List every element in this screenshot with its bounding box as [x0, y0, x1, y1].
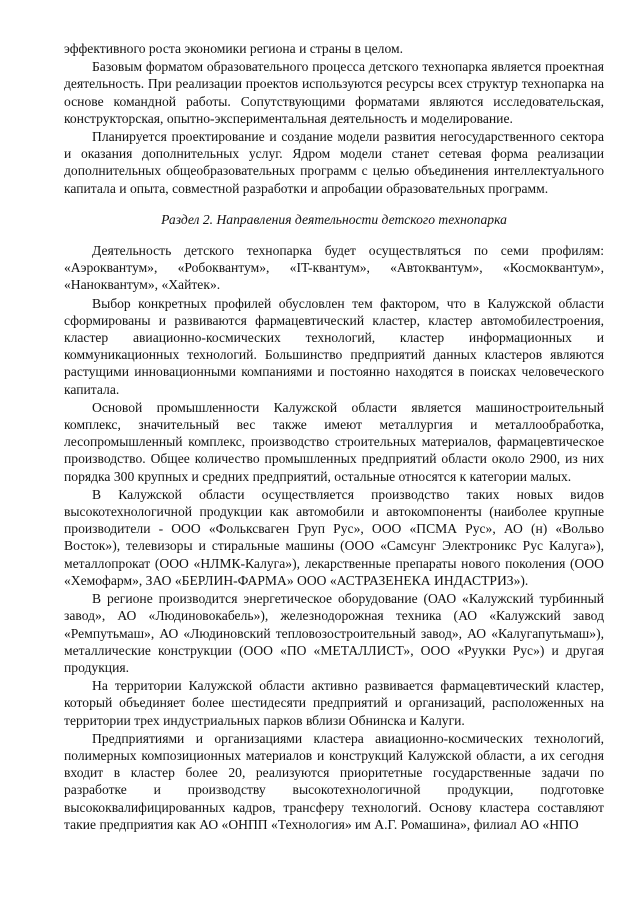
- paragraph: Основой промышленности Калужской области является машиностроительный комплекс, значительный вес также имеют металлургия и металлообработка, лесопромышленный комплекс, производство строительных материалов, фармацевтическое производство. Общее количество промышленных предприятий области около 2900, из них порядка 300 крупных и средних предприятий, остальные относятся к категории малых.: [64, 399, 604, 484]
- document-body: [64, 40, 604, 833]
- paragraph: эффективного роста экономики региона и страны в целом.: [64, 41, 403, 56]
- paragraph: Деятельность детского технопарка будет осуществляться по семи профилям: «Аэроквантум», «Робоквантум», «IT-квантум», «Автоквантум», «Космоквантум», «Наноквантум», «Хайтек».: [64, 243, 604, 293]
- paragraph: Выбор конкретных профилей обусловлен тем фактором, что в Калужской области сформированы и развиваются фармацевтический кластер, кластер автомобилестроения, кластер авиационно-космических технологий, кластер информационных и коммуникационных технологий. Большинство предприятий данных кластеров являются растущими инновационными компаниями и постоянно находятся в поисках человеческого капитала.: [64, 295, 604, 397]
- section-heading: Раздел 2. Направления деятельности детского технопарка: [161, 211, 507, 227]
- paragraph: Базовым форматом образовательного процесса детского технопарка является проектная деятельность. При реализации проектов используются ресурсы всех структур технопарка на основе командной работы. Сопутствующими форматами являются исследовательская, конструкторская, опытно-экспериментальная деятельность и моделирование.: [64, 59, 604, 126]
- paragraph: На территории Калужской области активно развивается фармацевтический кластер, который объединяет более шестидесяти предприятий и организаций, расположенных на территории трех индустриальных парков вблизи Обнинска и Калуги.: [64, 678, 604, 728]
- paragraph: Планируется проектирование и создание модели развития негосударственного сектора и оказания дополнительных услуг. Ядром модели станет сетевая форма реализации дополнительных общеобразовательных программ с целью объединения интеллектуального капитала и опыта, совместной разработки и апробации образовательных программ.: [64, 129, 604, 196]
- paragraph: В Калужской области осуществляется производство таких новых видов высокотехнологичной продукции как автомобили и автокомпоненты (наиболее крупные производители - ООО «Фольксваген Груп Рус», ООО «ПСМА Рус», АО (н) «Вольво Восток»), телевизоры и стиральные машины (ООО «Самсунг Электроникс Рус Калуга»), металлопрокат (ООО «НЛМК-Калуга»), лекарственные препараты нового поколения (ООО «Хемофарм», ЗАО «БЕРЛИН-ФАРМА» ООО «АСТРАЗЕНЕКА ИНДАСТРИЗ»).: [64, 486, 604, 588]
- paragraph: Предприятиями и организациями кластера авиационно-космических технологий, полимерных композиционных материалов и конструкций Калужской области, а их сегодня входит в кластер более 20, реализуются приоритетные государственные задачи по разработке и производству высокотехнологичной продукции, подготовке высококвалифицированных кадров, трансферу технологий. Основу кластера составляют такие предприятия как АО «ОНПП «Технология» им А.Г. Ромашина», филиал АО «НПО: [64, 730, 604, 832]
- paragraph: В регионе производится энергетическое оборудование (ОАО «Калужский турбинный завод», АО «Людиновокабель»), железнодорожная техника (АО «Калужский завод «Ремпутьмаш», АО «Людиновский тепловозостроительный завод», АО «Калугапутьмаш»), металлические конструкции (ООО «ПО «МЕТАЛЛИСТ», ООО «Руукки Рус») и другая продукция.: [64, 591, 604, 675]
